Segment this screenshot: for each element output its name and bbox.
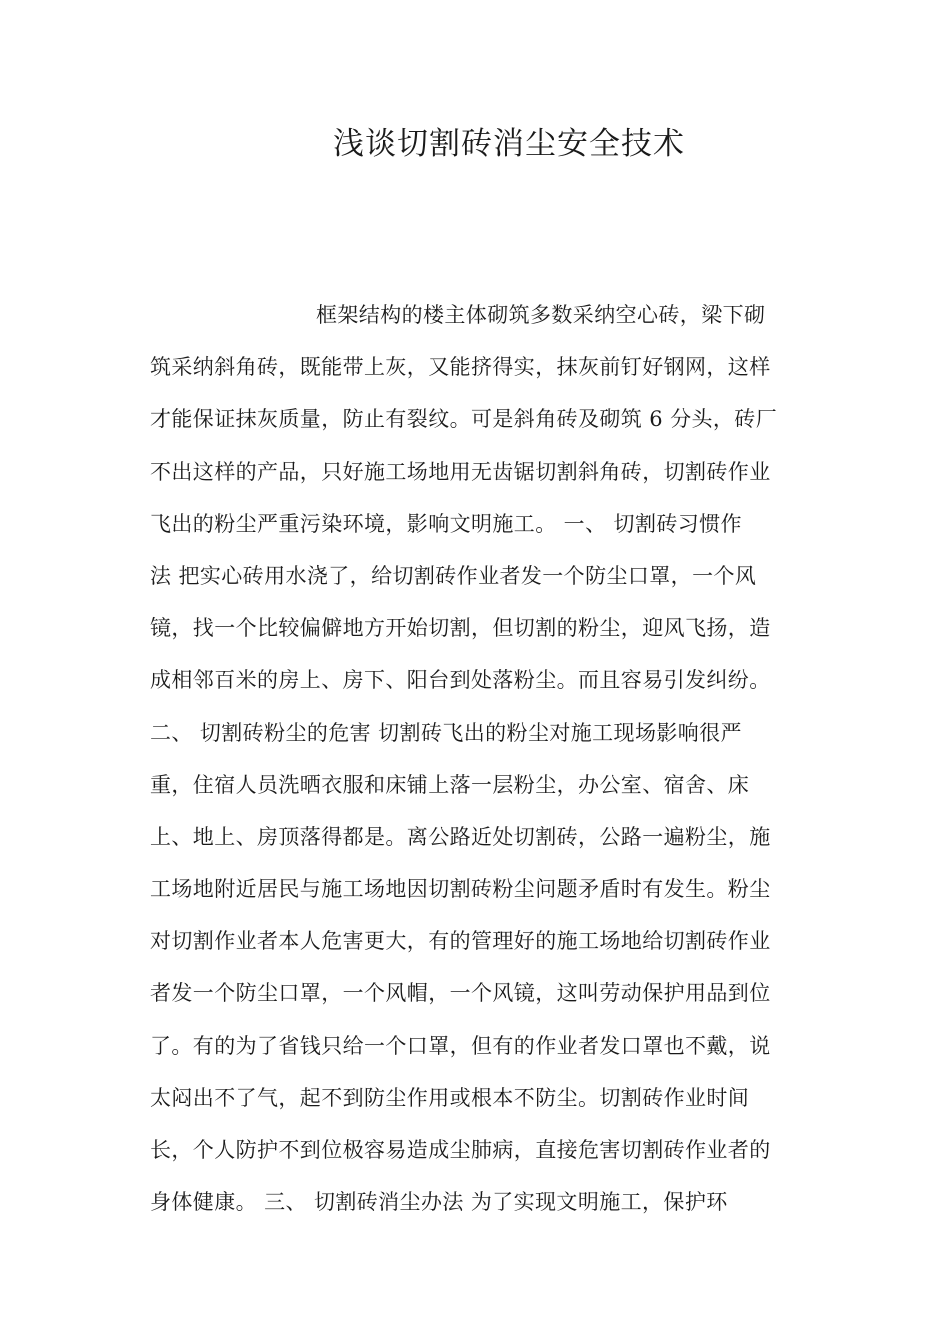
- body-line: 筑采纳斜角砖，既能带上灰，又能挤得实，抹灰前钉好钢网，这样: [150, 355, 771, 380]
- body-line: 者发一个防尘口罩，一个风帽，一个风镜，这叫劳动保护用品到位: [150, 981, 771, 1006]
- body-line: 法 把实心砖用水浇了，给切割砖作业者发一个防尘口罩，一个风: [150, 563, 757, 588]
- body-line: 飞出的粉尘严重污染环境，影响文明施工。 一、 切割砖习惯作: [150, 511, 742, 536]
- body-line: 二、 切割砖粉尘的危害 切割砖飞出的粉尘对施工现场影响很严: [150, 720, 742, 745]
- document-title-text: 浅谈切割砖消尘安全技术: [333, 126, 685, 162]
- body-line: 不出这样的产品，只好施工场地用无齿锯切割斜角砖，切割砖作业: [150, 459, 771, 484]
- document-body: [150, 289, 810, 1228]
- body-line: 工场地附近居民与施工场地因切割砖粉尘问题矛盾时有发生。粉尘: [150, 877, 771, 902]
- body-line: 镜，找一个比较偏僻地方开始切割，但切割的粉尘，迎风飞扬，造: [150, 616, 771, 641]
- body-line: 重，住宿人员洗晒衣服和床铺上落一层粉尘，办公室、宿舍、床: [150, 772, 750, 797]
- body-line: 才能保证抹灰质量，防止有裂纹。可是斜角砖及砌筑 6 分头，砖厂: [150, 407, 778, 432]
- body-line: 上、地上、房顶落得都是。离公路近处切割砖，公路一遍粉尘，施: [150, 824, 771, 849]
- body-line: 了。有的为了省钱只给一个口罩，但有的作业者发口罩也不戴，说: [150, 1033, 771, 1058]
- body-line: 对切割作业者本人危害更大，有的管理好的施工场地给切割砖作业: [150, 929, 771, 954]
- body-line: 太闷出不了气，起不到防尘作用或根本不防尘。切割砖作业时间: [150, 1085, 750, 1110]
- body-line: 框架结构的楼主体砌筑多数采纳空心砖，梁下砌: [316, 303, 766, 327]
- body-line: 身体健康。 三、 切割砖消尘办法 为了实现文明施工，保护环: [150, 1190, 728, 1215]
- body-line: 成相邻百米的房上、房下、阳台到处落粉尘。而且容易引发纠纷。: [150, 668, 771, 693]
- body-line: 长，个人防护不到位极容易造成尘肺病，直接危害切割砖作业者的: [150, 1138, 771, 1162]
- document-title: [0, 120, 950, 168]
